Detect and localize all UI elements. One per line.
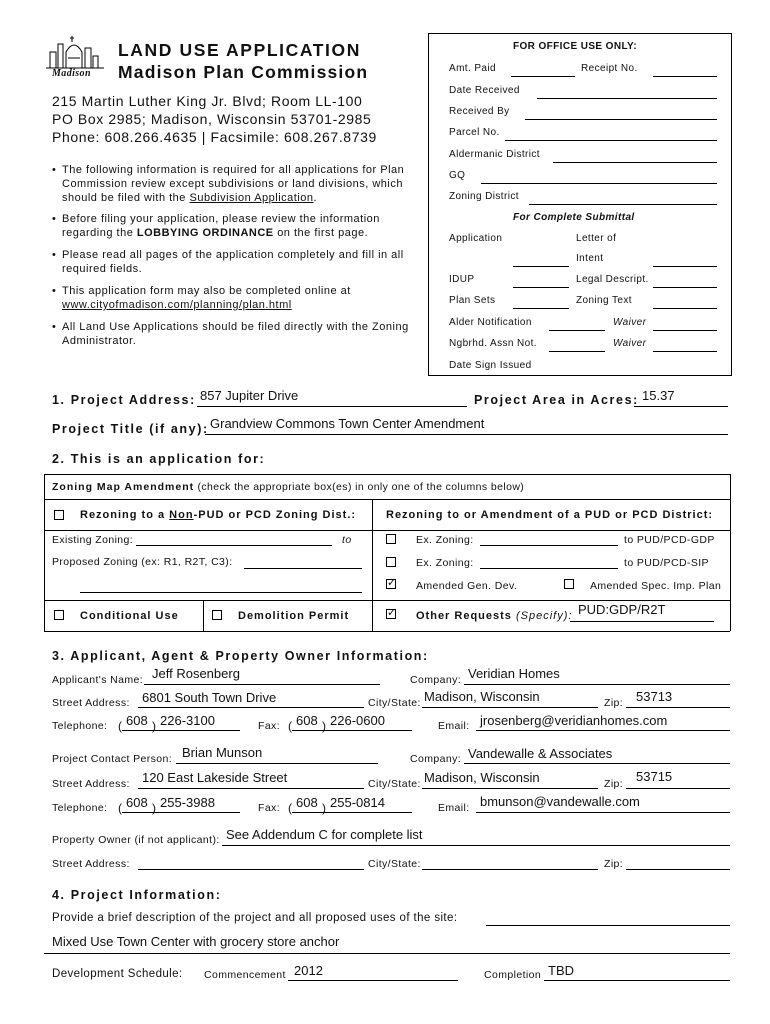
fax-paren-close: )	[322, 719, 327, 733]
received-by-label: Received By	[449, 106, 510, 117]
street-address-label: Street Address:	[52, 697, 130, 709]
fax-2-area-code-value: 608	[296, 795, 318, 810]
table-right-border	[730, 474, 731, 631]
to-pud-sip-label: to PUD/PCD-SIP	[624, 557, 709, 569]
city-state-3-field[interactable]	[422, 869, 598, 870]
alder-notification-field[interactable]	[549, 330, 605, 331]
plan-sets-field[interactable]	[513, 308, 569, 309]
property-owner-field[interactable]	[222, 845, 730, 846]
street-address-3-field[interactable]	[138, 869, 364, 870]
tel-area-code-value: 608	[126, 713, 148, 728]
city-state-2-label: City/State:	[368, 778, 421, 790]
fax2-paren-close: )	[322, 801, 327, 815]
legal-descript-field[interactable]	[653, 287, 717, 288]
commencement-label: Commencement	[204, 969, 286, 981]
street-address-value: 6801 South Town Drive	[142, 690, 277, 705]
plan-sets-label: Plan Sets	[449, 295, 496, 306]
other-requests-label: Other Requests (Specify):	[416, 610, 573, 622]
gq-label: GQ	[449, 170, 466, 181]
email-2-value: bmunson@vandewalle.com	[480, 794, 640, 809]
fax-2-value: 255-0814	[330, 795, 385, 810]
zip-2-field[interactable]	[626, 788, 730, 789]
complete-submittal-heading: For Complete Submittal	[513, 212, 635, 223]
address-line-1: 215 Martin Luther King Jr. Blvd; Room LL-100	[52, 93, 363, 109]
received-by-field[interactable]	[525, 119, 717, 120]
tel-paren-open: (	[118, 719, 123, 733]
waiver-1-field[interactable]	[653, 330, 717, 331]
ex-zoning-sip-field[interactable]	[480, 568, 618, 569]
zoning-map-amendment-row: Zoning Map Amendment (check the appropriate box(es) in only one of the columns below)	[52, 481, 525, 493]
rezone-non-pud-label: Rezoning to a Non-PUD or PCD Zoning Dist.:	[80, 509, 357, 521]
table-row-border	[44, 499, 730, 500]
street-address-2-label: Street Address:	[52, 778, 130, 790]
contact-person-field[interactable]	[176, 763, 378, 764]
alder-notification-label: Alder Notification	[449, 317, 532, 328]
proposed-zoning-field[interactable]	[244, 568, 362, 569]
tel2-paren-close: )	[152, 801, 157, 815]
city-state-2-value: Madison, Wisconsin	[424, 770, 540, 785]
form-subtitle: Madison Plan Commission	[118, 62, 369, 82]
amended-spec-imp-checkbox[interactable]	[564, 579, 574, 589]
conditional-use-label: Conditional Use	[80, 610, 179, 622]
waiver-1-label: Waiver	[613, 317, 647, 328]
commencement-value: 2012	[294, 963, 323, 978]
table-top-border	[44, 474, 730, 475]
project-description-field[interactable]	[44, 953, 730, 954]
instruction-4: • This application form may also be completed online at www.cityofmadison.com/planning/plan.html	[62, 284, 432, 312]
ex-zoning-gdp-label: Ex. Zoning:	[416, 534, 474, 546]
waiver-2-label: Waiver	[613, 338, 647, 349]
table-row-border	[44, 600, 730, 601]
idup-field[interactable]	[513, 287, 569, 288]
zip-value: 53713	[636, 689, 673, 704]
table-column-divider	[372, 499, 373, 631]
tel-paren-close: )	[152, 719, 157, 733]
fax-2-label: Fax:	[258, 802, 281, 814]
ex-zoning-sip-label: Ex. Zoning:	[416, 557, 474, 569]
zip-2-label: Zip:	[604, 778, 624, 790]
conditional-use-checkbox[interactable]	[54, 610, 64, 620]
city-state-label: City/State:	[368, 697, 421, 709]
applicant-name-field[interactable]	[144, 684, 380, 685]
receipt-no-label: Receipt No.	[581, 63, 638, 74]
company-field[interactable]	[464, 684, 730, 685]
zoning-district-label: Zoning District	[449, 191, 519, 202]
zip-3-field[interactable]	[626, 869, 730, 870]
aldermanic-district-label: Aldermanic District	[449, 149, 540, 160]
applicant-name-value: Jeff Rosenberg	[152, 666, 240, 681]
project-title-field[interactable]	[205, 434, 728, 435]
project-area-label: Project Area in Acres:	[474, 393, 639, 407]
city-state-2-field[interactable]	[422, 788, 598, 789]
ex-zoning-sip-checkbox[interactable]	[386, 557, 396, 567]
to-pud-gdp-label: to PUD/PCD-GDP	[624, 534, 715, 546]
zip-label: Zip:	[604, 697, 624, 709]
ex-zoning-gdp-checkbox[interactable]	[386, 534, 396, 544]
company-label: Company:	[410, 674, 462, 686]
fax2-paren-open: (	[288, 801, 293, 815]
email-value: jrosenberg@veridianhomes.com	[480, 713, 668, 728]
project-title-label: Project Title (if any):	[52, 422, 209, 436]
telephone-label: Telephone:	[52, 720, 108, 732]
other-requests-value: PUD:GDP/R2T	[578, 602, 666, 617]
online-form-link[interactable]: www.cityofmadison.com/planning/plan.html	[62, 299, 292, 311]
demolition-permit-label: Demolition Permit	[238, 610, 350, 622]
contact-person-value: Brian Munson	[182, 745, 263, 760]
street-address-2-field[interactable]	[138, 788, 364, 789]
zip-field[interactable]	[626, 707, 730, 708]
table-bottom-border	[44, 631, 730, 632]
letter-of-label: Letter of	[576, 233, 617, 244]
letter-of-intent-field[interactable]	[653, 266, 717, 267]
telephone-2-label: Telephone:	[52, 802, 108, 814]
company-value: Veridian Homes	[468, 666, 560, 681]
property-owner-label: Property Owner (if not applicant):	[52, 834, 220, 846]
email-field[interactable]	[476, 730, 730, 731]
project-area-field[interactable]	[634, 406, 728, 407]
street-address-3-label: Street Address:	[52, 858, 130, 870]
project-address-field[interactable]	[197, 406, 467, 407]
rezone-pud-label: Rezoning to or Amendment of a PUD or PCD District:	[386, 509, 714, 521]
company-2-value: Vandewalle & Associates	[468, 746, 613, 761]
ngbrhd-assn-field[interactable]	[549, 351, 605, 352]
instruction-3: • Please read all pages of the application completely and fill in all required fields.	[62, 248, 432, 276]
gq-field[interactable]	[481, 183, 717, 184]
fax-value: 226-0600	[330, 713, 385, 728]
other-requests-checkbox[interactable]	[386, 609, 396, 619]
date-received-field[interactable]	[537, 98, 717, 99]
amended-gen-dev-checkbox[interactable]	[386, 579, 396, 589]
applicant-name-label: Applicant's Name:	[52, 674, 144, 686]
amt-paid-field[interactable]	[511, 76, 575, 77]
demolition-permit-checkbox[interactable]	[212, 610, 222, 620]
completion-value: TBD	[548, 963, 574, 978]
email-2-label: Email:	[438, 802, 470, 814]
zoning-text-field[interactable]	[653, 308, 717, 309]
phone-line: Phone: 608.266.4635 | Facsimile: 608.267.8739	[52, 129, 377, 145]
telephone-field[interactable]	[122, 730, 240, 731]
street-address-2-value: 120 East Lakeside Street	[142, 770, 288, 785]
fax-2-field[interactable]	[292, 812, 412, 813]
existing-zoning-field[interactable]	[136, 545, 332, 546]
city-state-value: Madison, Wisconsin	[424, 689, 540, 704]
amended-spec-imp-label: Amended Spec. Imp. Plan	[590, 580, 722, 592]
date-received-label: Date Received	[449, 85, 520, 96]
intent-label: Intent	[576, 253, 604, 264]
existing-zoning-to-label: to	[342, 534, 352, 546]
fax-area-code-value: 608	[296, 713, 318, 728]
office-use-box	[428, 33, 732, 376]
waiver-2-field[interactable]	[653, 351, 717, 352]
aldermanic-district-field[interactable]	[553, 162, 717, 163]
logo-text: Madison	[52, 68, 91, 79]
proposed-zoning-field-2[interactable]	[80, 592, 362, 593]
zoning-district-field[interactable]	[529, 204, 717, 205]
contact-person-label: Project Contact Person:	[52, 753, 173, 765]
zip-3-label: Zip:	[604, 858, 624, 870]
instruction-1: • The following information is required for all applications for Plan Commission review except subdivisions or land divisions, which should be filed with the Subdivision Application.	[62, 163, 432, 205]
amended-gen-dev-label: Amended Gen. Dev.	[416, 580, 518, 592]
project-description-value: Mixed Use Town Center with grocery store anchor	[52, 934, 340, 949]
fax-label: Fax:	[258, 720, 281, 732]
city-state-3-label: City/State:	[368, 858, 421, 870]
office-use-heading: FOR OFFICE USE ONLY:	[513, 41, 638, 52]
tel2-paren-open: (	[118, 801, 123, 815]
project-address-label: 1. Project Address:	[52, 393, 196, 407]
table-left-border	[44, 474, 45, 631]
telephone-2-value: 255-3988	[160, 795, 215, 810]
table-row-border	[44, 530, 730, 531]
ex-zoning-gdp-field[interactable]	[480, 545, 618, 546]
company-2-label: Company:	[410, 753, 462, 765]
section-4-heading: 4. Project Information:	[52, 888, 222, 902]
description-prompt: Provide a brief description of the project and all proposed uses of the site:	[52, 912, 458, 924]
instruction-2: • Before filing your application, please review the information regarding the LOBBYING ORDINANCE on the first page.	[62, 212, 432, 240]
address-line-2: PO Box 2985; Madison, Wisconsin 53701-2985	[52, 111, 372, 127]
legal-descript-label: Legal Descript.	[576, 274, 649, 285]
description-prompt-field[interactable]	[486, 925, 730, 926]
completion-field[interactable]	[544, 980, 730, 981]
parcel-no-field[interactable]	[505, 140, 717, 141]
fax-paren-open: (	[288, 719, 293, 733]
fax-field[interactable]	[292, 730, 412, 731]
company-2-field[interactable]	[464, 763, 730, 764]
existing-zoning-label: Existing Zoning:	[52, 534, 134, 546]
tel-2-area-code-value: 608	[126, 795, 148, 810]
property-owner-value: See Addendum C for complete list	[226, 827, 423, 842]
table-column-divider	[203, 600, 204, 631]
section-2-heading: 2. This is an application for:	[52, 452, 266, 466]
amt-paid-label: Amt. Paid	[449, 63, 496, 74]
receipt-no-field[interactable]	[653, 76, 717, 77]
street-address-field[interactable]	[138, 707, 364, 708]
subdivision-application-link[interactable]: Subdivision Application	[189, 192, 314, 204]
zip-2-value: 53715	[636, 769, 673, 784]
section-3-heading: 3. Applicant, Agent & Property Owner Information:	[52, 649, 429, 663]
commencement-field[interactable]	[288, 980, 458, 981]
ngbrhd-assn-label: Ngbrhd. Assn Not.	[449, 338, 537, 349]
project-address-value: 857 Jupiter Drive	[200, 388, 299, 403]
development-schedule-label: Development Schedule:	[52, 968, 183, 980]
parcel-no-label: Parcel No.	[449, 127, 500, 138]
email-label: Email:	[438, 720, 470, 732]
project-area-value: 15.37	[642, 388, 675, 403]
date-sign-issued-label: Date Sign Issued	[449, 360, 532, 371]
telephone-2-field[interactable]	[122, 812, 240, 813]
zoning-text-label: Zoning Text	[576, 295, 632, 306]
rezone-non-pud-checkbox[interactable]	[54, 510, 64, 520]
completion-label: Completion	[484, 969, 542, 981]
idup-label: IDUP	[449, 274, 475, 285]
proposed-zoning-label: Proposed Zoning (ex: R1, R2T, C3):	[52, 556, 233, 568]
other-requests-field[interactable]	[570, 621, 714, 622]
city-state-field[interactable]	[422, 707, 598, 708]
application-label: Application	[449, 233, 503, 244]
telephone-value: 226-3100	[160, 713, 215, 728]
form-title: LAND USE APPLICATION	[118, 40, 361, 60]
project-title-value: Grandview Commons Town Center Amendment	[210, 416, 485, 431]
application-field[interactable]	[513, 266, 569, 267]
email-2-field[interactable]	[476, 812, 730, 813]
instruction-5: • All Land Use Applications should be filed directly with the Zoning Administrator.	[62, 320, 432, 348]
